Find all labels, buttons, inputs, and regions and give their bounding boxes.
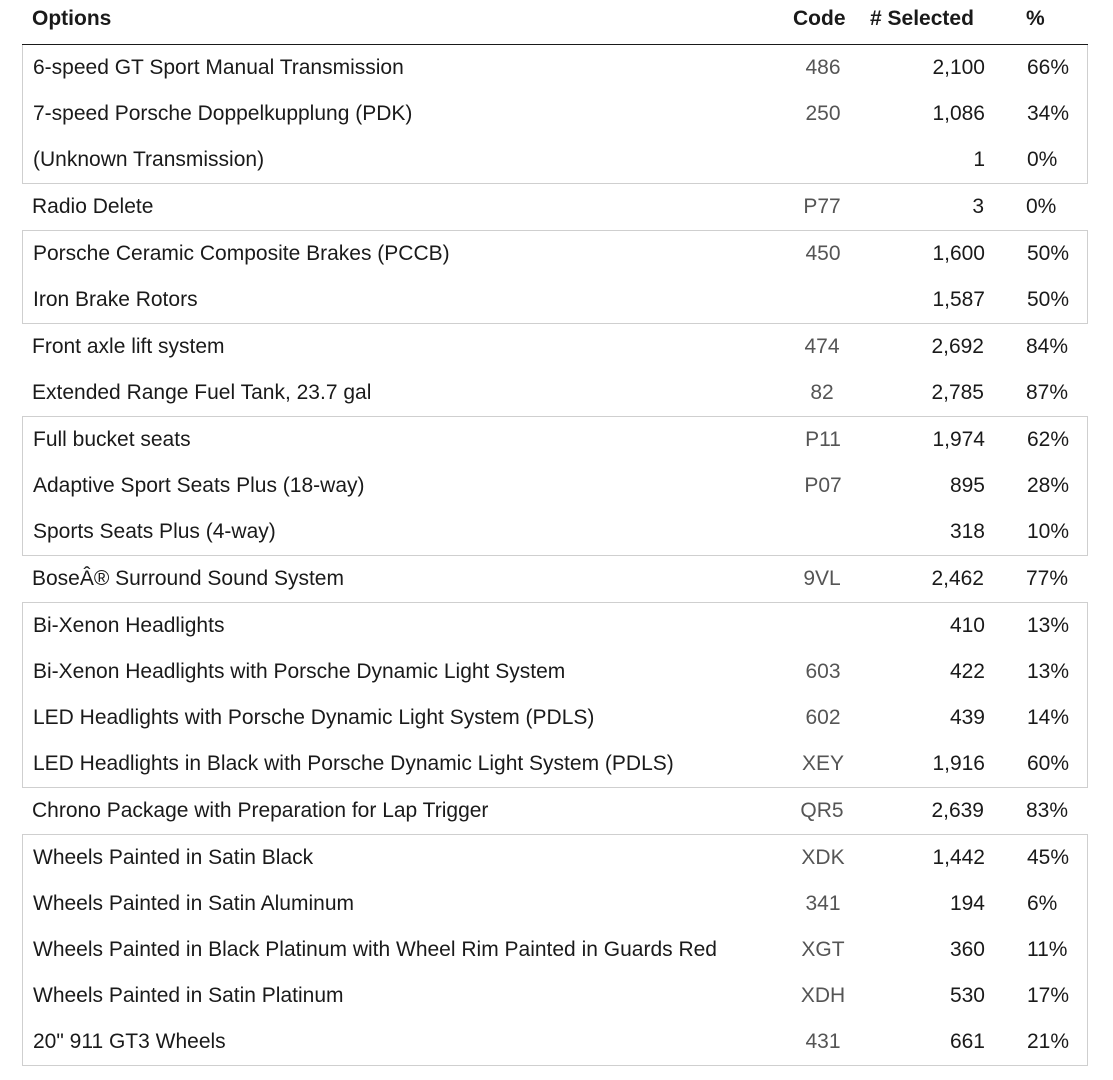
table-row [23,603,1087,649]
option-code: P11 [805,428,841,451]
option-name: 20" 911 GT3 Wheels [33,1030,226,1053]
selected-percent: 87% [1026,381,1069,404]
option-group [22,788,1088,835]
selected-count: 1,916 [932,752,985,775]
selected-count: 439 [949,706,985,729]
selected-percent: 13% [1027,614,1070,637]
table-row [23,881,1087,927]
column-header-selected: # Selected [870,7,974,30]
option-name: Wheels Painted in Black Platinum with Wheel Rim Painted in Guards Red [33,938,717,961]
selected-count: 1,086 [932,102,985,125]
selected-count: 1 [973,148,985,171]
selected-count: 2,100 [932,56,985,79]
selected-count: 422 [949,660,985,683]
selected-percent: 21% [1027,1030,1070,1053]
option-name: Radio Delete [32,195,154,218]
option-code: XDK [801,846,845,869]
selected-percent: 14% [1027,706,1070,729]
option-code: 450 [805,242,841,265]
table-row [23,741,1087,787]
option-name: Bi-Xenon Headlights [33,614,225,637]
option-code: 486 [805,56,841,79]
option-name: Iron Brake Rotors [33,288,198,311]
option-code: XDH [800,984,846,1007]
table-row [22,184,1088,230]
selected-percent: 66% [1027,56,1070,79]
table-row [23,973,1087,1019]
table-row [23,231,1087,277]
selected-percent: 11% [1027,938,1068,961]
option-name: 7-speed Porsche Doppelkupplung (PDK) [33,102,413,125]
table-row [23,45,1087,91]
selected-percent: 10% [1027,520,1070,543]
table-row [23,91,1087,137]
selected-count: 1,974 [932,428,985,451]
selected-count: 360 [949,938,985,961]
table-row [22,556,1088,602]
option-code: 9VL [803,567,841,590]
option-name: Porsche Ceramic Composite Brakes (PCCB) [33,242,450,265]
option-code: 250 [805,102,841,125]
option-group [22,45,1088,184]
selected-percent: 84% [1026,335,1069,358]
option-group [22,324,1088,417]
selected-count: 2,692 [931,335,984,358]
selected-percent: 77% [1026,567,1069,590]
option-group [22,184,1088,231]
option-group [22,231,1088,324]
option-code: 603 [805,660,841,683]
selected-percent: 60% [1027,752,1070,775]
selected-count: 661 [949,1030,985,1053]
option-name: LED Headlights in Black with Porsche Dynamic Light System (PDLS) [33,752,674,775]
option-name: Full bucket seats [33,428,191,451]
selected-percent: 50% [1027,242,1070,265]
option-code: QR5 [800,799,844,822]
option-code: 602 [805,706,841,729]
selected-count: 2,462 [931,567,984,590]
option-group [22,556,1088,603]
option-group [22,603,1088,788]
option-group [22,835,1088,1066]
options-table [22,0,1088,1066]
option-name: LED Headlights with Porsche Dynamic Light System (PDLS) [33,706,595,729]
selected-count: 895 [949,474,985,497]
table-row [23,509,1087,555]
option-name: Wheels Painted in Satin Aluminum [33,892,354,915]
selected-count: 2,785 [931,381,984,404]
table-row [23,417,1087,463]
selected-count: 530 [949,984,985,1007]
selected-count: 1,442 [932,846,985,869]
option-code: XGT [801,938,845,961]
selected-count: 1,587 [932,288,985,311]
table-row [23,695,1087,741]
option-name: Extended Range Fuel Tank, 23.7 gal [32,381,372,404]
option-group [22,417,1088,556]
selected-percent: 62% [1027,428,1070,451]
column-header-options: Options [32,7,112,30]
selected-count: 1,600 [932,242,985,265]
selected-percent: 50% [1027,288,1070,311]
table-row [23,649,1087,695]
column-header-code: Code [793,7,846,30]
selected-percent: 34% [1027,102,1070,125]
column-header-percent: % [1026,7,1045,30]
selected-percent: 45% [1027,846,1070,869]
option-name: 6-speed GT Sport Manual Transmission [33,56,404,79]
selected-percent: 13% [1027,660,1070,683]
option-name: Adaptive Sport Seats Plus (18-way) [33,474,365,497]
selected-percent: 83% [1026,799,1069,822]
option-code: P77 [803,195,841,218]
option-name: Wheels Painted in Satin Black [33,846,314,869]
selected-percent: 28% [1027,474,1070,497]
table-row [23,137,1087,183]
option-code: P07 [804,474,842,497]
option-code: 474 [804,335,840,358]
option-name: Sports Seats Plus (4-way) [33,520,276,543]
option-name: BoseÂ® Surround Sound System [32,567,344,590]
selected-count: 3 [972,195,984,218]
option-name: (Unknown Transmission) [33,148,265,171]
option-code: XEY [801,752,845,775]
option-name: Chrono Package with Preparation for Lap Trigger [32,799,489,822]
table-header [22,0,1088,45]
table-body [22,45,1088,1066]
table-row [23,277,1087,323]
option-code: 431 [805,1030,841,1053]
option-name: Front axle lift system [32,335,225,358]
table-row [23,927,1087,973]
selected-percent: 6% [1027,892,1058,915]
table-row [23,463,1087,509]
selected-count: 318 [949,520,985,543]
selected-percent: 0% [1026,195,1057,218]
option-code: 82 [810,381,834,404]
selected-count: 410 [949,614,985,637]
option-code: 341 [805,892,841,915]
selected-percent: 17% [1027,984,1070,1007]
table-row [22,370,1088,416]
table-row [23,835,1087,881]
selected-count: 2,639 [931,799,984,822]
table-row [22,324,1088,370]
option-name: Wheels Painted in Satin Platinum [33,984,344,1007]
table-row [22,788,1088,834]
option-name: Bi-Xenon Headlights with Porsche Dynamic Light System [33,660,566,683]
selected-percent: 0% [1027,148,1058,171]
selected-count: 194 [949,892,985,915]
table-row [23,1019,1087,1065]
